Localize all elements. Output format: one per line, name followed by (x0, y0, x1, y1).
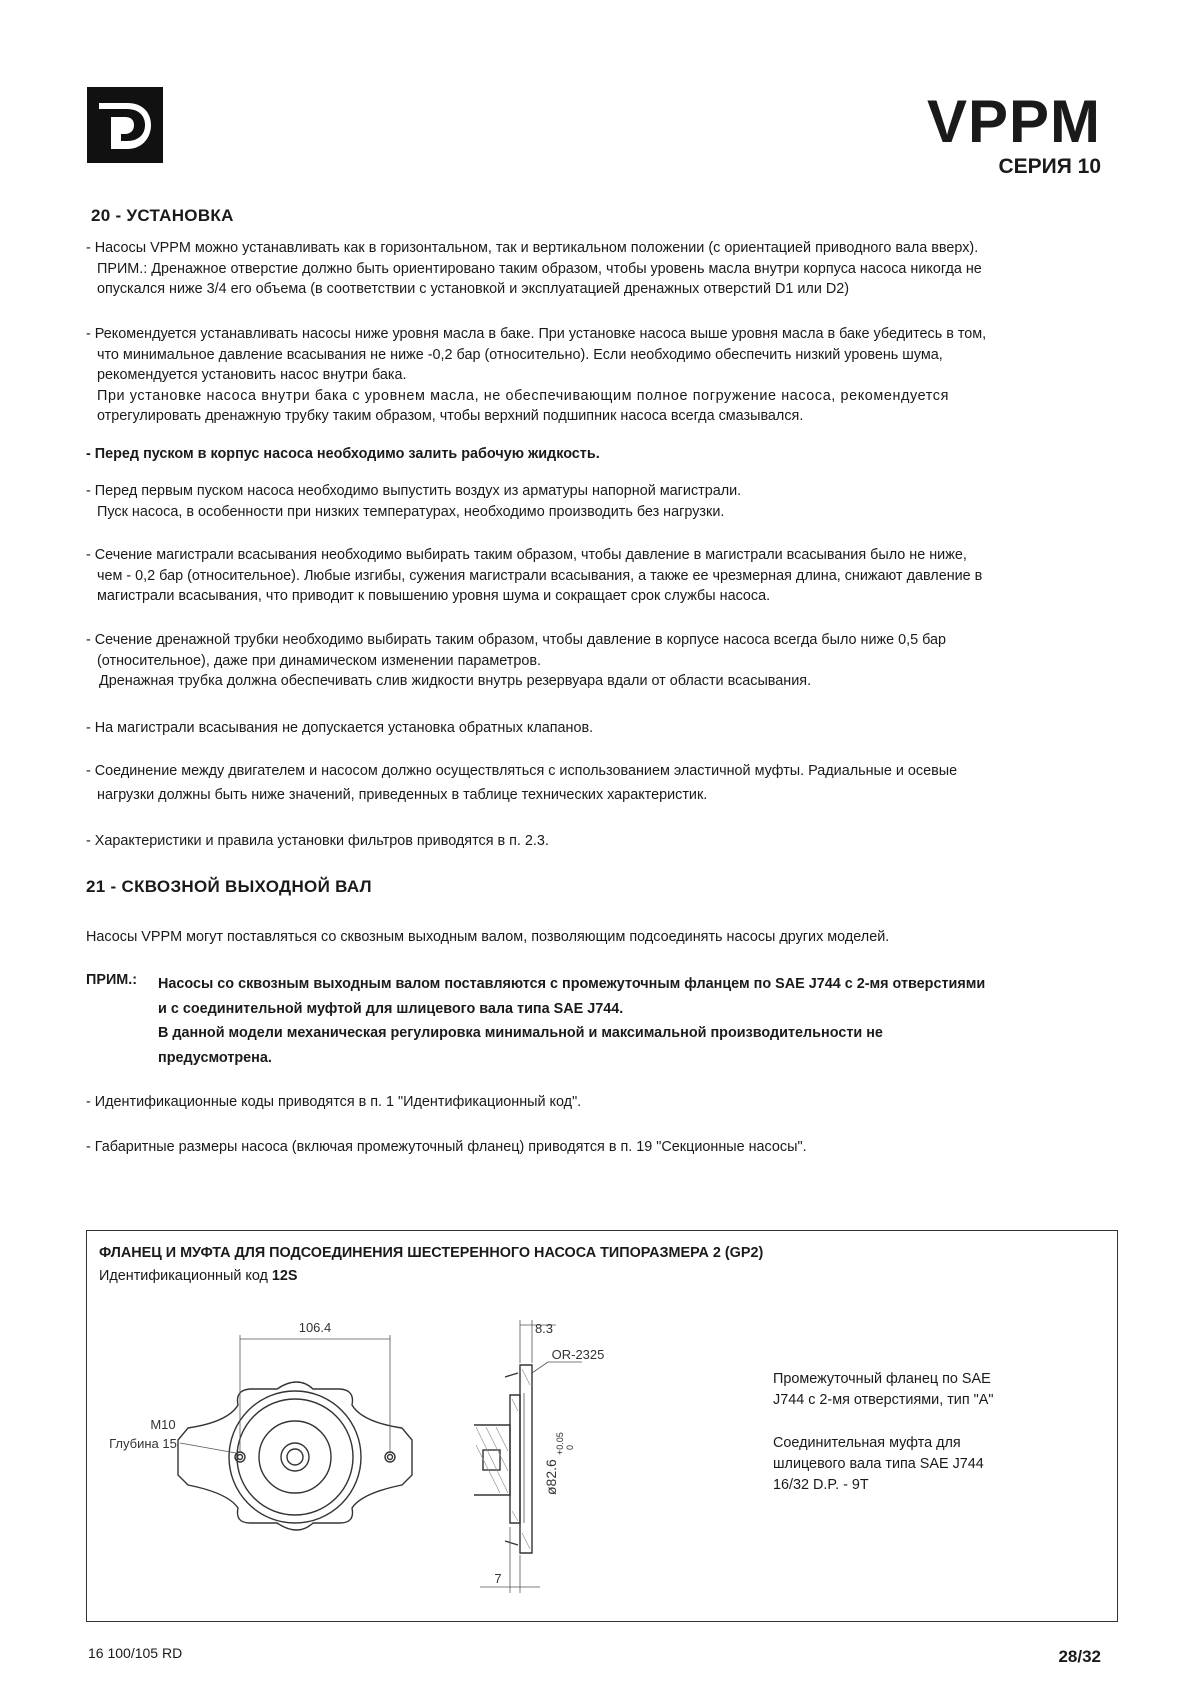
text-line: и с соединительной муфтой для шлицевого вала типа SAE J744. (158, 1000, 624, 1017)
page-title: VPPM (926, 88, 1101, 155)
install-paragraph-2 (86, 324, 1100, 427)
dim-7-label: 7 (494, 1571, 502, 1586)
install-paragraph-3: - Перед пуском в корпус насоса необходимо залить рабочую жидкость. (86, 446, 600, 462)
text-line: что минимальное давление всасывания не ниже -0,2 бар (относительно). Если необходимо обеспечить низкий уровень шума, (97, 346, 943, 363)
text-line: Соединительная муфта для (773, 1435, 961, 1451)
install-paragraph-6 (86, 630, 1100, 692)
text-line: - Перед первым пуском насоса необходимо выпустить воздух из арматуры напорной магистрали. (86, 483, 742, 499)
text-line: - Рекомендуется устанавливать насосы ниже уровня масла в баке. При установке насоса выше уровня масла в баке убедитесь в том, (86, 326, 987, 342)
install-paragraph-1 (86, 238, 1100, 300)
dim-depth-label: Глубина 15 (109, 1436, 177, 1451)
dim-tol-bottom: 0 (565, 1444, 575, 1450)
section-20-heading: 20 - УСТАНОВКА (91, 206, 234, 225)
text-line: Пуск насоса, в особенности при низких температурах, необходимо производить без нагрузки. (97, 503, 725, 520)
text-line: Промежуточный фланец по SAE (773, 1371, 991, 1387)
text-line: чем - 0,2 бар (относительное). Любые изгибы, сужения магистрали всасывания, а также ее чрезмерная длина, снижают давление в (97, 567, 983, 584)
duplomatic-d-logo-icon (87, 87, 163, 163)
dim-diameter-label: ø82.6 (543, 1459, 559, 1495)
dim-8-3-label: 8.3 (534, 1321, 554, 1336)
text-line: При установке насоса внутри бака с уровнем масла, не обеспечивающим полное погружение насоса, рекомендуется (97, 387, 949, 404)
flange-drawing (100, 1315, 680, 1605)
text-line: 16/32 D.P. - 9T (773, 1477, 869, 1493)
code-value: 12S (271, 1268, 298, 1284)
through-shaft-intro: Насосы VPPM могут поставляться со сквозным выходным валом, позволяющим подсоединять насосы других моделей. (86, 929, 890, 945)
reference-item-1: - Идентификационные коды приводятся в п. 1 "Идентификационный код". (86, 1094, 582, 1110)
text-line: - Соединение между двигателем и насосом должно осуществляться с использованием эластичной муфты. Радиальные и осевые (86, 763, 958, 779)
flange-description (773, 1369, 993, 1411)
dim-thread-label: M10 (150, 1417, 176, 1432)
text-line: магистрали всасывания, что приводит к повышению уровня шума и сокращает срок службы насоса. (97, 588, 771, 604)
dim-tol-top: +0.05 (555, 1432, 565, 1455)
install-paragraph-9: - Характеристики и правила установки фильтров приводятся в п. 2.3. (86, 833, 549, 849)
box-title: ФЛАНЕЦ И МУФТА ДЛЯ ПОДСОЕДИНЕНИЯ ШЕСТЕРЕННОГО НАСОСА ТИПОРАЗМЕРА 2 (GP2) (99, 1245, 764, 1261)
text-line: - Сечение магистрали всасывания необходимо выбирать таким образом, чтобы давление в магистрали всасывания было не ниже, (86, 547, 967, 563)
note-text (158, 972, 1100, 1070)
text-line: J744 с 2-мя отверстиями, тип "A" (773, 1392, 994, 1408)
coupling-description (773, 1433, 984, 1496)
text-line: рекомендуется установить насос внутри бака. (97, 367, 407, 383)
text-line: шлицевого вала типа SAE J744 (773, 1456, 984, 1472)
text-line: отрегулировать дренажную трубку таким образом, чтобы верхний подшипник насоса всегда смазывался. (97, 408, 804, 424)
page-number: 28/32 (1058, 1647, 1101, 1666)
text-line: Насосы со сквозным выходным валом поставляются с промежуточным фланцем по SAE J744 с 2-мя отверстиями (158, 976, 986, 992)
install-paragraph-4 (86, 481, 1100, 522)
document-code: 16 100/105 RD (88, 1645, 183, 1661)
text-line: (относительное), даже при динамическом изменении параметров. (97, 652, 542, 669)
install-paragraph-7: - На магистрали всасывания не допускается установка обратных клапанов. (86, 720, 594, 736)
install-paragraph-8 (86, 759, 1100, 807)
note-label: ПРИМ.: (86, 972, 138, 988)
text-line: - Сечение дренажной трубки необходимо выбирать таким образом, чтобы давление в корпусе насоса всегда было ниже 0,5 бар (86, 632, 947, 648)
series-subtitle: СЕРИЯ 10 (998, 155, 1101, 178)
dim-width-label: 106.4 (298, 1320, 332, 1335)
text-line: предусмотрена. (158, 1049, 272, 1066)
dim-oring-label: OR-2325 (551, 1347, 605, 1362)
reference-item-2: - Габаритные размеры насоса (включая промежуточный фланец) приводятся в п. 19 "Секционные насосы". (86, 1139, 807, 1155)
text-line: - Насосы VPPM можно устанавливать как в горизонтальном, так и вертикальном положении (с ориентацией приводного вала вверх). (86, 240, 979, 256)
text-line: нагрузки должны быть ниже значений, приведенных в таблице технических характеристик. (97, 787, 708, 803)
text-line: опускался ниже 3/4 его объема (в соответствии с установкой и эксплуатацией дренажных отверстий D1 или D2) (97, 281, 850, 297)
code-label: Идентификационный код (99, 1268, 272, 1284)
flange-front-view (178, 1382, 412, 1530)
install-paragraph-5 (86, 545, 1100, 607)
text-line: Дренажная трубка должна обеспечивать слив жидкости внутрь резервуара вдали от области всасывания. (99, 673, 812, 689)
section-21-heading: 21 - СКВОЗНОЙ ВЫХОДНОЙ ВАЛ (86, 877, 372, 896)
text-line: В данной модели механическая регулировка минимальной и максимальной производительности не (158, 1025, 883, 1041)
text-line: ПРИМ.: Дренажное отверстие должно быть ориентировано таким образом, чтобы уровень масла внутри корпуса насоса никогда не (97, 260, 982, 277)
identification-code (99, 1268, 298, 1284)
